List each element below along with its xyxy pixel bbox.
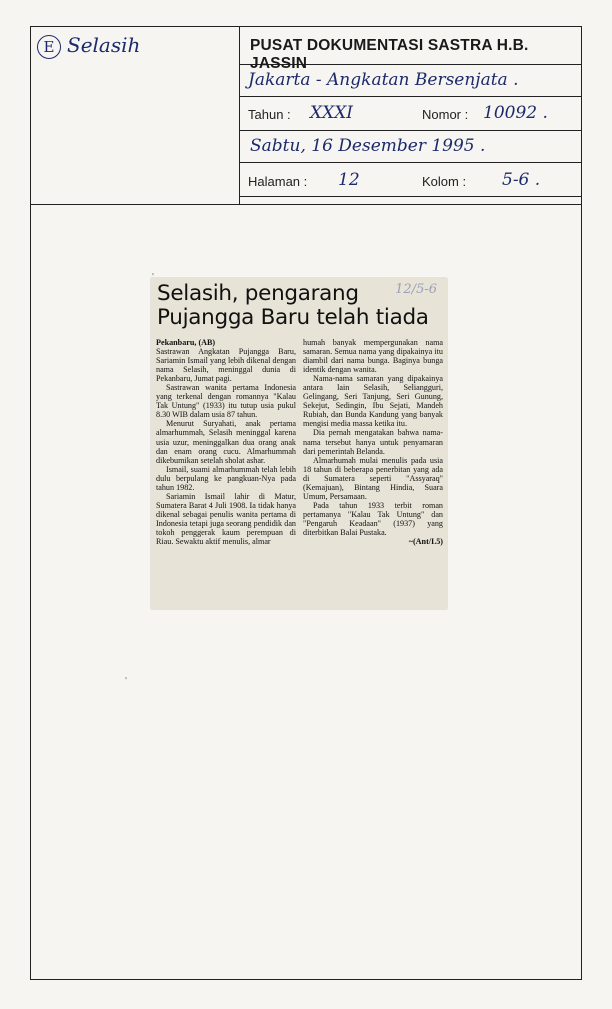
newspaper-clipping	[151, 278, 447, 609]
category-cell	[31, 27, 240, 204]
article-paragraph: Menurut Suryahati, anak pertama almarhummah, Selasih meninggal karena usia uzur, meninggalkan dua orang anak dan enam orang cucu. Almarhummah dikebumikan setelah sholat ashar.	[156, 419, 296, 465]
kolom-value: 5-6 .	[502, 170, 541, 190]
article-paragraph: Nama-nama samaran yang dipakainya antara lain Selasih, Seliangguri, Gelingang, Seri Tanjung, Seri Gunung, Sekejut, Sedingin, Ibu Sejati, Mandeh Rubiah, dan Bunda Kandung yang banyak mengisi media massa ketika itu.	[303, 374, 443, 429]
category-letter: E	[37, 35, 61, 59]
halaman-value: 12	[338, 170, 360, 190]
header-box	[30, 26, 582, 204]
archive-title-row	[240, 27, 582, 72]
nomor-label: Nomor :	[422, 107, 469, 122]
scan-mark: '	[125, 676, 127, 687]
source-name: Jakarta - Angkatan Bersenjata .	[248, 70, 519, 90]
article-body	[156, 338, 444, 606]
source-row	[240, 65, 582, 97]
article-paragraph: Almarhumah mulai menulis pada usia 18 tahun di beberapa penerbitan yang ada di Sumatera seperti "Assyaraq" (Kemajuan), Bintang Hindia, Suara Umum, Persamaan.	[303, 455, 443, 501]
article-signature: ~(Ant/I.5)	[408, 537, 443, 547]
article-headline: Selasih, pengarang Pujangga Baru telah tiada	[157, 281, 429, 330]
article-paragraph: Sariamin Ismail lahir di Matur, Sumatera Barat 4 Juli 1908. Ia tidak hanya dikenal sebagai penulis wanita pertama di Indonesia tetapi juga seorang pendidik dan tokoh penggerak kaum perempuan di Riau. Sewaktu aktif menulis, almar	[156, 491, 296, 547]
nomor-value: 10092 .	[483, 103, 548, 123]
tahun-value: XXXI	[310, 103, 354, 123]
article-dateline: Pekanbaru, (AB)	[156, 338, 216, 347]
halaman-row	[240, 163, 582, 197]
article-paragraph: Sastrawan wanita pertama Indonesia yang terkenal dengan romannya "Kalau Tak Untung" (1933) itu tutup usia pukul 8.30 WIB dalam usia 87 tahun.	[156, 383, 296, 420]
clipping-handwritten-date: 12/5-6	[395, 282, 437, 297]
tahun-label: Tahun :	[248, 107, 291, 122]
article-column-left	[156, 338, 296, 546]
publication-date: Sabtu, 16 Desember 1995 .	[250, 136, 486, 156]
tahun-row	[240, 97, 582, 131]
article-paragraph: humah banyak mempergunakan nama samaran. Semua nama yang dipakainya itu diambil dari nama bunga. Baginya bunga identik dengan wanita.	[303, 338, 443, 375]
article-paragraph: Sastrawan Angkatan Pujangga Baru, Sariamin Ismail yang lebih dikenal dengan nama Selasih, meninggal dunia di Pekanbaru, Jumat pagi.	[156, 347, 296, 384]
category-label	[37, 33, 140, 59]
archive-title: PUSAT DOKUMENTASI SASTRA H.B. JASSIN	[250, 37, 529, 72]
halaman-label: Halaman :	[248, 174, 308, 189]
kolom-label: Kolom :	[422, 174, 467, 189]
article-column-right	[303, 338, 443, 546]
article-paragraph: Ismail, suami almarhummah telah lebih dulu berpulang ke pangkuan-Nya pada tahun 1982.	[156, 464, 296, 492]
category-name: Selasih	[67, 33, 141, 57]
date-row	[240, 131, 582, 163]
article-paragraph: Dia pernah mengatakan bahwa nama-nama tersebut hanya untuk penyamaran dari pemerintah Belanda.	[303, 428, 443, 456]
article-paragraph: Pada tahun 1933 terbit roman pertamanya "Kalau Tak Untung" dan "Pengaruh Keadaan" (1937) yang diterbitkan Balai Pustaka.	[303, 500, 443, 537]
